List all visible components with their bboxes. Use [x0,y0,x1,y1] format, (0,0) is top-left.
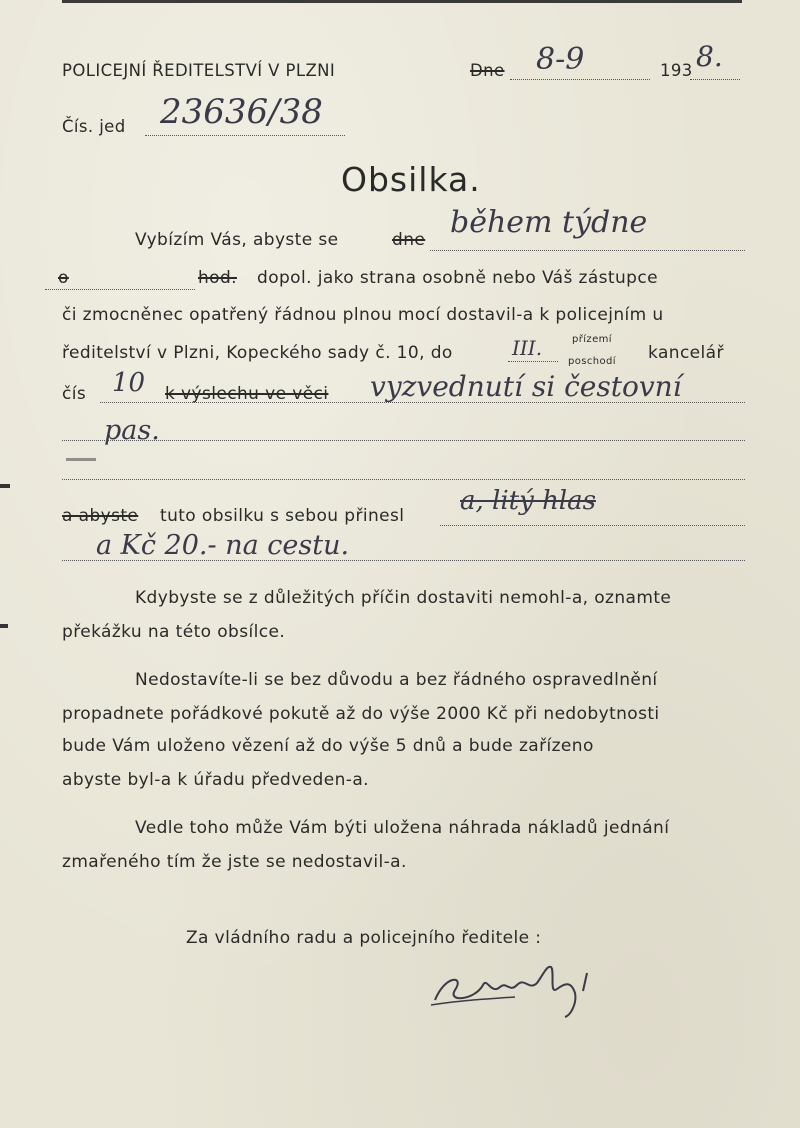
line-2-leading-fill [45,289,195,290]
year-digit-handwritten: 8. [696,40,723,73]
floor-handwritten: III. [512,336,543,360]
body-line-5-struck: k výslechu ve věci [165,384,329,404]
year-prefix: 193 [660,61,693,80]
line-1-fill [430,250,745,251]
body-line-8-text: tuto obsilku s sebou přinesl [160,506,405,526]
office-name: POLICEJNÍ ŘEDITELSTVÍ V PLZNI [62,61,336,80]
body-line-2-struck-hod: hod. [198,268,237,288]
reference-number-handwritten: 23636/38 [160,92,323,132]
body-line-3-text: či zmocněnec opatřený řádnou plnou mocí dostavil-a k policejním u [62,305,664,325]
line-8-struck-handwritten: a, litý hlas [460,486,596,516]
body-line-4-text: ředitelství v Plzni, Kopeckého sady č. 10, do [62,343,453,363]
office-number-handwritten: 10 [112,368,146,398]
paragraph-3-line-4: abyste byl-a k úřadu předveden-a. [62,770,369,790]
paragraph-2-line-1: Kdybyste se z důležitých příčin dostaviti nemohl-a, oznamte [135,588,672,608]
document-title: Obsilka. [341,160,481,199]
floor-option-upper: poschodí [568,356,616,367]
reference-label: Čís. jed [62,117,126,136]
line-1-handwritten: během týdne [450,205,648,240]
date-field-line [510,79,650,80]
office-number-label: čís [62,384,87,404]
date-label: Dne [470,61,505,80]
year-field-line [690,79,740,80]
closing-line: Za vládního radu a policejního ředitele : [186,928,542,948]
line-7-fill [62,479,745,480]
paragraph-4-line-2: zmařeného tím že jste se nedostavil-a. [62,852,407,872]
body-line-8-struck: a abyste [62,506,139,526]
floor-field-line [508,361,558,362]
body-line-2-struck-o: o [58,268,69,288]
body-line-2-text: dopol. jako strana osobně nebo Váš zástupce [257,268,658,288]
punch-mark-left-lower [0,624,8,628]
floor-option-ground: přízemí [572,334,612,345]
line-8-fill [440,525,745,526]
top-border-line [62,0,742,3]
office-label: kancelář [648,343,724,363]
paragraph-4-line-1: Vedle toho může Vám býti uložena náhrada nákladů jednání [135,818,670,838]
signature [425,955,615,1025]
stray-ink-mark [66,458,96,461]
line-6-fill [62,440,745,441]
punch-mark-left-upper [0,484,10,488]
paragraph-3-line-1: Nedostavíte-li se bez důvodu a bez řádného ospravedlnění [135,670,658,690]
line-6-handwritten: pas. [104,415,160,446]
line-5-handwritten: vyzvednutí si čestovní [370,370,682,403]
body-line-1-struck: dne [392,230,426,250]
body-line-1-text: Vybízím Vás, abyste se [135,230,339,250]
paragraph-2-line-2: překážku na této obsílce. [62,622,286,642]
date-handwritten: 8-9 [536,42,585,77]
paragraph-3-line-2: propadnete pořádkové pokutě až do výše 2000 Kč při nedobytnosti [62,704,660,724]
line-9-fill [62,560,745,561]
reference-field-line [145,135,345,136]
paragraph-3-line-3: bude Vám uloženo vězení až do výše 5 dnů a bude zařízeno [62,736,594,756]
line-9-handwritten: a Kč 20.- na cestu. [96,530,350,561]
